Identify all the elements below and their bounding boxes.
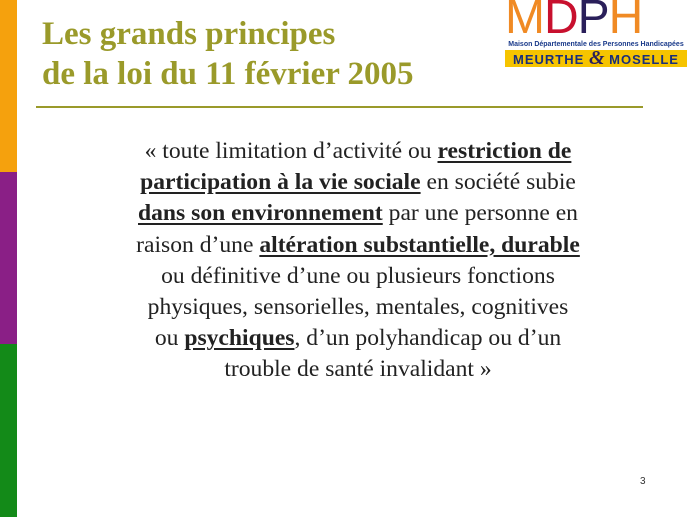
- quote-text: « toute limitation d’activité ou: [144, 138, 438, 164]
- quote-emphasis: psychiques: [184, 325, 295, 352]
- quote-line: [60, 354, 656, 385]
- banner-meurthe: MEURTHE: [513, 52, 585, 67]
- law-quote: [60, 136, 656, 386]
- left-stripe-green: [0, 344, 17, 517]
- quote-text: par une personne en: [382, 200, 578, 227]
- quote-line: [60, 230, 656, 261]
- quote-line: [60, 167, 656, 198]
- quote-text: ou: [154, 325, 185, 352]
- quote-text: raison d’une: [136, 231, 260, 258]
- slide-title-line-1: Les grands principes: [42, 16, 336, 52]
- mdph-logo-subtitle: Maison Départementale des Personnes Handicapées: [508, 41, 684, 48]
- quote-emphasis: altération substantielle, durable: [259, 231, 580, 258]
- logo-letter: M: [505, 0, 544, 44]
- left-stripe-purple: [0, 172, 17, 344]
- slide-title: [42, 14, 414, 94]
- quote-line: [60, 323, 656, 354]
- title-divider: [36, 106, 643, 108]
- quote-line: [60, 136, 656, 167]
- banner-moselle: MOSELLE: [609, 52, 679, 67]
- slide-title-line-2: de la loi du 11 février 2005: [42, 56, 414, 92]
- quote-line: [60, 261, 656, 292]
- quote-emphasis: restriction de: [437, 138, 572, 164]
- quote-text: ou définitive d’une ou plusieurs fonctions: [161, 262, 555, 289]
- quote-emphasis: dans son environnement: [138, 200, 383, 227]
- mdph-logo-letters: [505, 0, 643, 44]
- banner-ampersand: &: [588, 47, 605, 69]
- quote-text: physiques, sensorielles, mentales, cognitives: [147, 294, 569, 321]
- logo-letter: P: [577, 0, 609, 44]
- quote-emphasis: participation à la vie sociale: [140, 169, 421, 196]
- quote-line: [60, 198, 656, 229]
- quote-line: [60, 292, 656, 323]
- quote-text: trouble de santé invalidant »: [224, 356, 492, 383]
- quote-text: , d’un polyhandicap ou d’un: [294, 325, 562, 352]
- logo-letter: H: [608, 0, 643, 44]
- mdph-logo: [503, 0, 689, 70]
- quote-text: en société subie: [420, 169, 576, 196]
- mdph-logo-banner: [505, 47, 687, 69]
- logo-letter: D: [543, 0, 578, 44]
- left-stripe-orange: [0, 0, 17, 172]
- page-number: 3: [640, 476, 646, 487]
